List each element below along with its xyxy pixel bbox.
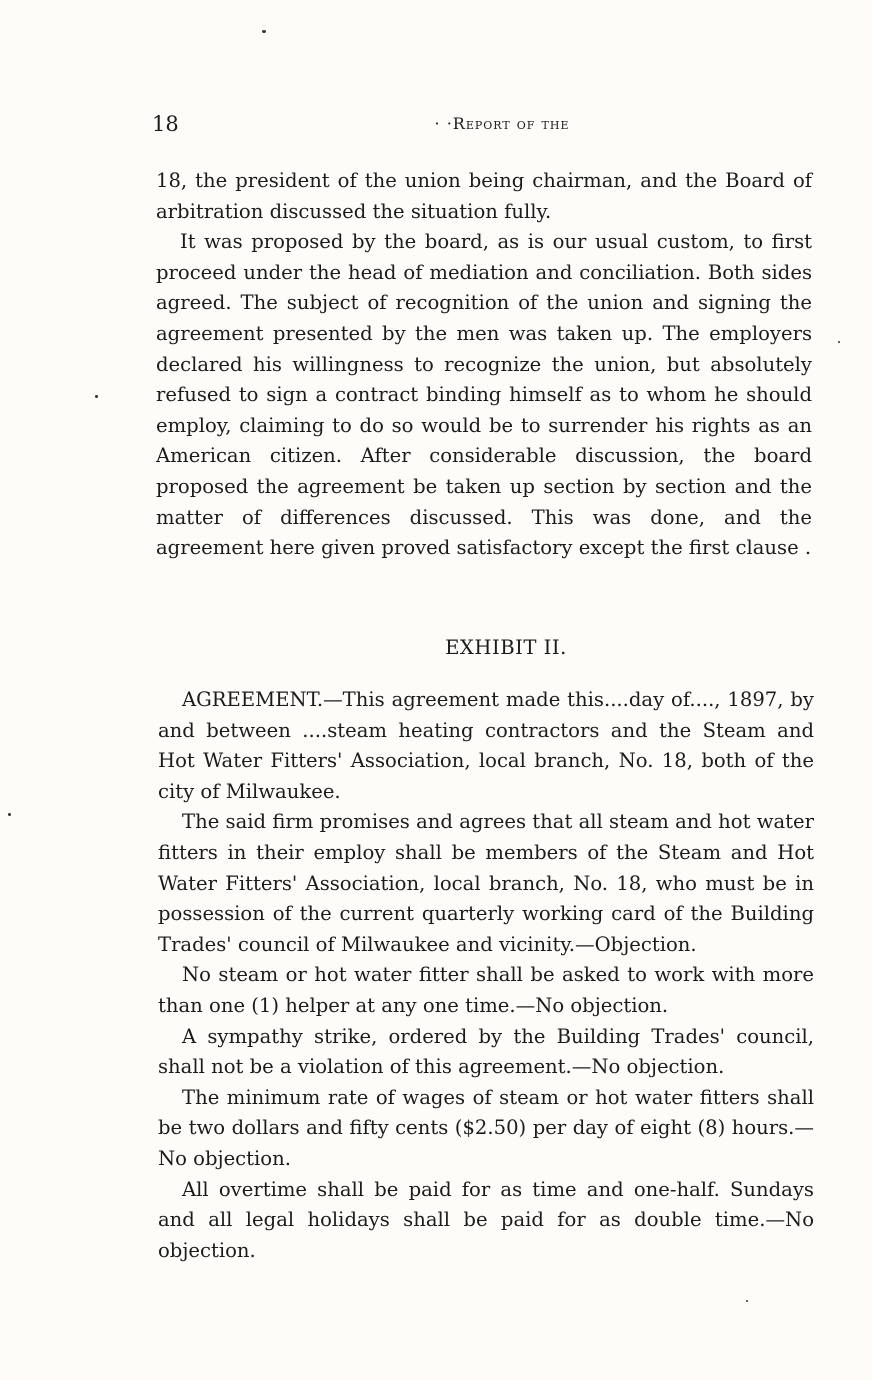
- agreement-paragraph-2: The said firm promises and agrees that all steam and hot water fitters in their employ shall be members of the Steam and Hot Water Fitters' Association, local branch, No. 18, who must be in possession of the current quarterly working card of the Building Trades' council of Milwaukee and vicinity.—Objection.: [158, 810, 814, 956]
- scan-speck: [746, 1300, 748, 1302]
- intro-paragraph-2: It was proposed by the board, as is our usual custom, to first proceed under the head of mediation and conciliation. Both sides agreed. The subject of recognition of the union and signing the agreement presented by the men was taken up. The employers declared his willingness to recognize the union, but absolutely refused to sign a contract binding himself as to whom he should employ, claiming to do so would be to surrender his rights as an American citizen. After considerable discussion, the board proposed the agreement be taken up section by section and the matter of differences discussed. This was done, and the agreement here given proved satisfactory except the first clause .: [156, 230, 812, 560]
- page-number: 18: [152, 112, 179, 136]
- agreement-paragraph-4: A sympathy strike, ordered by the Building Trades' council, shall not be a violation of this agreement.—No objection.: [158, 1024, 814, 1079]
- agreement-paragraph-6: All overtime shall be paid for as time and one-half. Sundays and all legal holidays shall be paid for as double time.—No objection.: [158, 1177, 814, 1262]
- running-head: [152, 112, 812, 140]
- running-title: · ·Report of the: [434, 114, 570, 133]
- agreement-paragraph-5: The minimum rate of wages of steam or hot water fitters shall be two dollars and fifty cents ($2.50) per day of eight (8) hours.—No objection.: [158, 1085, 814, 1170]
- exhibit-heading: EXHIBIT II.: [445, 636, 567, 659]
- intro-paragraph-1: 18, the president of the union being chairman, and the Board of arbitration discussed the situation fully.: [156, 169, 812, 223]
- agreement-text: [158, 685, 814, 1266]
- scan-speck: [838, 341, 840, 343]
- intro-text: [156, 166, 812, 564]
- scan-speck: [95, 395, 98, 398]
- agreement-paragraph-1: AGREEMENT.—This agreement made this....day of...., 1897, by and between ....steam heating contractors and the Steam and Hot Water Fitters' Association, local branch, No. 18, both of the city of Milwaukee.: [158, 688, 814, 803]
- scan-speck: [8, 813, 11, 816]
- scan-speck: [262, 30, 266, 33]
- agreement-paragraph-3: No steam or hot water fitter shall be asked to work with more than one (1) helper at any one time.—No objection.: [158, 963, 814, 1017]
